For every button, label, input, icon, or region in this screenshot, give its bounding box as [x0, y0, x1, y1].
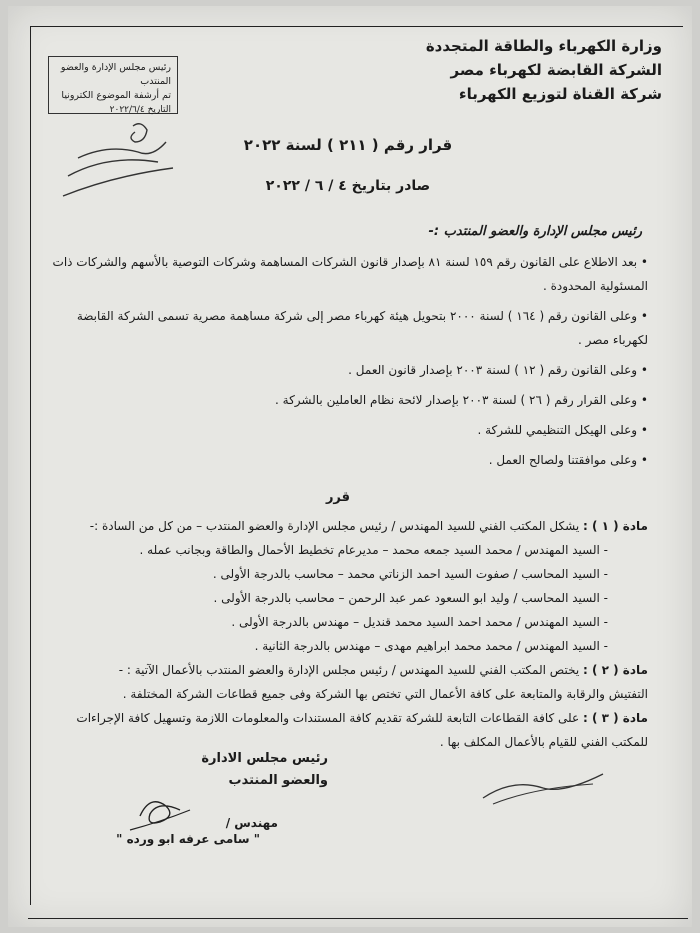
article-text: يختص المكتب الفني للسيد المهندس / رئيس مجلس الإدارة والعضو المنتدب بالأعمال الآتية : - [118, 663, 580, 677]
member-row: - السيد المهندس / محمد السيد جمعه محمد – مديرعام تخطيط الأحمال والطاقة وبجانب عمله . [139, 543, 608, 557]
preamble-item: • وعلى موافقتنا ولصالح العمل . [43, 448, 648, 472]
preamble-item: • وعلى القرار رقم ( ٢٦ ) لسنة ٢٠٠٣ بإصدار لائحة نظام العاملين بالشركة . [43, 388, 648, 412]
stamp-date: التاريخ ٢٠٢٢/٦/٤ [109, 105, 171, 115]
member-row: - السيد المحاسب / وليد ابو السعود عمر عبد الرحمن – محاسب بالدرجة الأولى . [213, 591, 608, 605]
preamble-item: • بعد الاطلاع على القانون رقم ١٥٩ لسنة ٨١ بإصدار قانون الشركات المساهمة وشركات التوصية بالأسهم والشركات ذات المسئولية المحدودة . [43, 250, 648, 298]
signature-icon [120, 786, 200, 836]
approval-scribble-icon [478, 768, 608, 808]
signatory-title-line: والعضو المنتدب [228, 773, 328, 788]
bottom-rule [28, 918, 688, 919]
preamble-item: • وعلى القانون رقم ( ١٢ ) لسنة ٢٠٠٣ بإصدار قانون العمل . [43, 358, 648, 382]
article-label: مادة ( ٢ ) : [583, 663, 648, 677]
decision-date: صادر بتاريخ ٤ / ٦ / ٢٠٢٢ [265, 178, 431, 194]
preamble-item: • وعلى القانون رقم ( ١٦٤ ) لسنة ٢٠٠٠ بتحويل هيئة كهرباء مصر إلى شركة مساهمة مصرية تسمى الشركة القابضة لكهرباء مصر . [43, 304, 648, 352]
letterhead-line: شركة القناة لتوزيع الكهرباء [458, 85, 662, 103]
member-row: - السيد المهندس / محمد احمد السيد محمد قنديل – مهندس بالدرجة الأولى . [231, 615, 608, 629]
article-3 [38, 706, 648, 754]
article-1 [38, 514, 648, 538]
article-label: مادة ( ١ ) : [583, 519, 648, 533]
letterhead-line: الشركة القابضة لكهرباء مصر [450, 61, 662, 79]
article-text: على كافة القطاعات التابعة للشركة تقديم كافة المستندات والمعلومات اللازمة وتسهيل كافة الإجراءات للمكتب الفني للقيام بالأعمال المكلف بها . [76, 711, 648, 749]
addressee: رئيس مجلس الإدارة والعضو المنتدب :- [428, 224, 642, 239]
initials-scribble-icon [58, 118, 188, 208]
signatory-title-line: رئيس مجلس الادارة [201, 751, 328, 766]
member-row: - السيد المهندس / محمد محمد ابراهيم مهدى – مهندس بالدرجة الثانية . [254, 639, 608, 653]
decision-title: قرار رقم ( ٢١١ ) لسنة ٢٠٢٢ [243, 136, 453, 154]
archive-stamp [48, 56, 178, 114]
articles [38, 514, 648, 754]
signatory-name: " سامى عرفه ابو ورده " [116, 832, 260, 846]
letterhead-line: وزارة الكهرباء والطاقة المتجددة [425, 37, 662, 55]
signatory-prefix: مهندس / [225, 816, 278, 830]
document-sheet [8, 6, 692, 927]
article-2-detail: التفتيش والرقابة والمتابعة على كافة الأعمال التي تختص بها الشركة وفى جميع قطاعات الشركة المختلفة . [122, 687, 648, 701]
article-text: يشكل المكتب الفني للسيد المهندس / رئيس مجلس الإدارة والعضو المنتدب – من كل من السادة :- [89, 519, 580, 533]
letterhead [402, 34, 662, 106]
article-label: مادة ( ٣ ) : [583, 711, 648, 725]
preamble-list [43, 250, 648, 478]
stamp-line: تم أرشفة الموضوع الكترونيا [61, 90, 171, 101]
decree-heading: قرر [325, 490, 351, 505]
preamble-item: • وعلى الهيكل التنظيمي للشركة . [43, 418, 648, 442]
member-row: - السيد المحاسب / صفوت السيد احمد الزناتي محمد – محاسب بالدرجة الأولى . [212, 567, 608, 581]
stamp-line: رئيس مجلس الإدارة والعضو المنتدب [60, 62, 171, 87]
article-2 [38, 658, 648, 682]
